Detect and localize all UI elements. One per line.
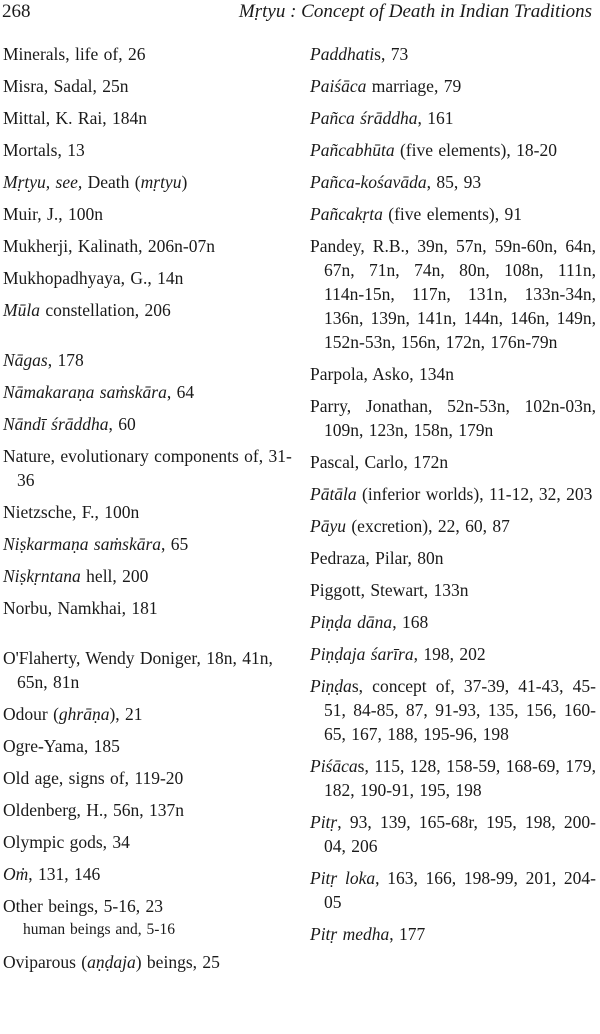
entry-text: (five elements), 91 — [382, 204, 522, 224]
entry-text: , 65 — [161, 534, 189, 554]
entry-text: Pandey, R.B., 39n, 57n, 59n-60n, 64n, 67n, 71n, 74n, 80n, 108n, 111n, 114n-15n, 117n, 131n, 133n-34n, 136n, 139n, 141n, 144n, 146n, 149n, 152n-53n, 156n, 172n, 176n-79n — [310, 236, 596, 352]
entry-text: Nature, evolutionary components of, 31-36 — [3, 446, 292, 490]
entry-text: s, 73 — [374, 44, 409, 64]
index-entry — [3, 798, 293, 822]
italic-term: Niṣkṛntana — [3, 566, 81, 586]
index-entry — [3, 348, 293, 372]
index-entry — [310, 866, 598, 914]
index-entry — [3, 862, 293, 886]
index-entry — [3, 702, 293, 726]
index-entry — [310, 754, 598, 802]
italic-term: ghrāṇa — [58, 704, 110, 724]
index-entry — [3, 532, 293, 556]
entry-text: Piggott, Stewart, 133n — [310, 580, 469, 600]
index-entry — [3, 412, 293, 436]
entry-text: ), 21 — [109, 704, 143, 724]
entry-text: (excretion), 22, 60, 87 — [345, 516, 510, 536]
entry-text: , 168 — [392, 612, 429, 632]
index-entry — [3, 950, 293, 974]
page-number: 268 — [2, 1, 31, 22]
entry-text: Olympic gods, 34 — [3, 832, 130, 852]
italic-term: Niṣkarmaṇa saṁskāra — [3, 534, 162, 554]
index-entry — [3, 596, 293, 620]
entry-text: Pedraza, Pilar, 80n — [310, 548, 444, 568]
italic-term: Pañca śrāddha — [310, 108, 418, 128]
entry-text: s, 115, 128, 158-59, 168-69, 179, 182, 190-91, 195, 198 — [324, 756, 596, 800]
running-title: Mṛtyu : Concept of Death in Indian Traditions — [238, 1, 592, 22]
entry-text: marriage, 79 — [366, 76, 462, 96]
index-entry — [3, 42, 293, 66]
entry-text: Misra, Sadal, 25n — [3, 76, 129, 96]
entry-text: ) — [181, 172, 188, 192]
entry-text: , 177 — [389, 924, 426, 944]
running-header — [0, 0, 600, 30]
index-entry — [3, 170, 293, 194]
index-entry — [310, 674, 598, 746]
index-entry — [310, 922, 598, 946]
index-entry — [310, 106, 598, 130]
italic-term: Paiśāca — [310, 76, 367, 96]
entry-text: , 85, 93 — [426, 172, 482, 192]
italic-term: Mṛtyu, see, — [3, 172, 83, 192]
entry-text: hell, 200 — [80, 566, 149, 586]
index-entry — [3, 266, 293, 290]
entry-text: s, concept of, 37-39, 41-43, 45-51, 84-85, 87, 91-93, 135, 156, 160-65, 167, 188, 195-96, 198 — [324, 676, 596, 744]
entry-text: , 161 — [417, 108, 454, 128]
entry-text: , 93, 139, 165-68r, 195, 198, 200-04, 206 — [324, 812, 596, 856]
italic-term: Pañcabhūta — [310, 140, 395, 160]
index-entry — [310, 234, 598, 354]
entry-text: O'Flaherty, Wendy Doniger, 18n, 41n, 65n, 81n — [3, 648, 273, 692]
index-subentry — [3, 918, 293, 942]
italic-term: Nāmakaraṇa saṁskāra — [3, 382, 167, 402]
index-entry — [3, 106, 293, 130]
index-entry — [310, 170, 598, 194]
entry-text: , 64 — [166, 382, 195, 402]
index-entry — [3, 234, 293, 258]
entry-text: , 198, 202 — [413, 644, 486, 664]
entry-text: (inferior worlds), 11-12, 32, 203 — [356, 484, 593, 504]
italic-term: Piṇḍa — [310, 676, 352, 696]
index-entry — [310, 610, 598, 634]
entry-text: Other beings, 5-16, 23 — [3, 896, 163, 916]
index-entry — [310, 362, 598, 386]
italic-term: Pāyu — [310, 516, 346, 536]
index-entry — [310, 138, 598, 162]
italic-term: Piṇḍa dāna — [310, 612, 393, 632]
italic-term: Piśāca — [310, 756, 358, 776]
index-entry — [3, 830, 293, 854]
index-entry — [3, 500, 293, 524]
entry-text: Pascal, Carlo, 172n — [310, 452, 449, 472]
index-entry — [3, 766, 293, 790]
index-entry — [3, 380, 293, 404]
italic-term: mṛtyu — [140, 172, 182, 192]
index-entry — [3, 564, 293, 588]
italic-term: Mūla — [3, 300, 40, 320]
italic-term: aṇḍaja — [87, 952, 136, 972]
entry-text: Mittal, K. Rai, 184n — [3, 108, 147, 128]
index-entry — [3, 74, 293, 98]
index-entry — [3, 646, 293, 694]
entry-text: , 60 — [108, 414, 136, 434]
entry-text: , 163, 166, 198-99, 201, 204-05 — [324, 868, 597, 912]
entry-text: Mukherji, Kalinath, 206n-07n — [3, 236, 215, 256]
italic-term: Pañcakṛta — [310, 204, 383, 224]
index-entry — [3, 734, 293, 758]
entry-text: Muir, J., 100n — [3, 204, 103, 224]
entry-text: Oviparous ( — [3, 952, 88, 972]
italic-term: Pātāla — [310, 484, 357, 504]
index-entry — [3, 202, 293, 226]
entry-text: Oldenberg, H., 56n, 137n — [3, 800, 185, 820]
index-entry — [310, 74, 598, 98]
index-entry — [3, 894, 293, 918]
italic-term: Oṁ — [3, 864, 29, 884]
entry-text: Odour ( — [3, 704, 59, 724]
index-entry — [310, 482, 598, 506]
index-entry — [310, 450, 598, 474]
italic-term: Pitṛ medha — [310, 924, 390, 944]
entry-text: Mukhopadhyaya, G., 14n — [3, 268, 184, 288]
index-entry — [3, 138, 293, 162]
index-entry — [310, 642, 598, 666]
entry-text: , 178 — [47, 350, 84, 370]
index-entry — [310, 202, 598, 226]
index-entry — [3, 444, 293, 492]
index-entry — [310, 394, 598, 442]
entry-text: ) beings, 25 — [135, 952, 220, 972]
italic-term: Paddhati — [310, 44, 375, 64]
index-column-right — [310, 42, 598, 954]
index-entry — [310, 810, 598, 858]
italic-term: Pitṛ — [310, 812, 338, 832]
entry-text: Old age, signs of, 119-20 — [3, 768, 184, 788]
italic-term: Piṇḍaja śarīra — [310, 644, 414, 664]
index-entry — [310, 514, 598, 538]
entry-text: Parpola, Asko, 134n — [310, 364, 454, 384]
entry-text: Mortals, 13 — [3, 140, 85, 160]
italic-term: Pitṛ loka — [310, 868, 376, 888]
entry-text: Minerals, life of, 26 — [3, 44, 146, 64]
italic-term: Nāndī śrāddha — [3, 414, 109, 434]
italic-term: Pañca-kośavāda — [310, 172, 427, 192]
entry-text: constellation, 206 — [39, 300, 171, 320]
entry-text: human beings and, 5-16 — [23, 921, 175, 938]
entry-text: , 131, 146 — [28, 864, 101, 884]
entry-text: Parry, Jonathan, 52n-53n, 102n-03n, 109n, 123n, 158n, 179n — [310, 396, 596, 440]
index-entry — [310, 42, 598, 66]
entry-text: Nietzsche, F., 100n — [3, 502, 140, 522]
index-column-left — [3, 42, 293, 982]
entry-text: Ogre-Yama, 185 — [3, 736, 120, 756]
index-entry — [310, 546, 598, 570]
index-entry — [310, 578, 598, 602]
entry-text: Norbu, Namkhai, 181 — [3, 598, 158, 618]
entry-text: Death ( — [82, 172, 141, 192]
index-entry — [3, 298, 293, 322]
entry-text: (five elements), 18-20 — [394, 140, 557, 160]
italic-term: Nāgas — [3, 350, 48, 370]
